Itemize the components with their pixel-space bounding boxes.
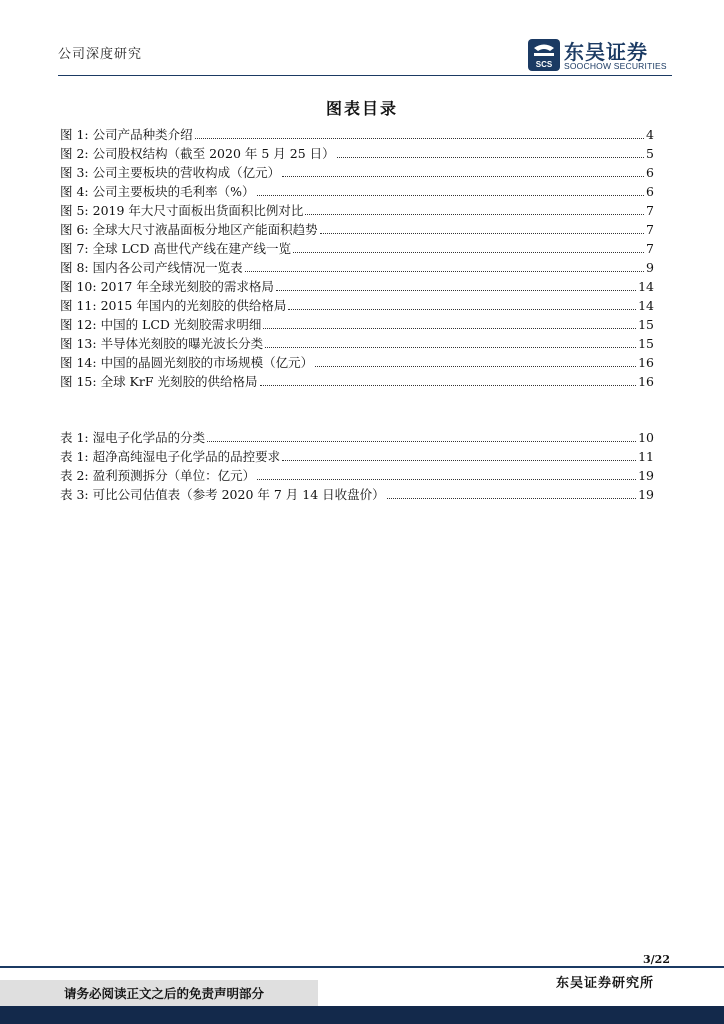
toc-entry-page: 7 xyxy=(646,241,654,256)
toc-entry-title: 可比公司估值表（参考 2020 年 7 月 14 日收盘价） xyxy=(92,487,385,502)
toc-entry-table[interactable]: 表 3: 可比公司估值表（参考 2020 年 7 月 14 日收盘价） 19 xyxy=(60,487,654,502)
dot-leader xyxy=(257,195,645,196)
page-number: 3/22 xyxy=(643,953,670,966)
toc-entry-page: 14 xyxy=(638,298,654,313)
toc-entry-title: 2019 年大尺寸面板出货面积比例对比 xyxy=(92,203,304,218)
dot-leader xyxy=(245,271,644,272)
dot-leader xyxy=(288,309,636,310)
toc-entry-page: 6 xyxy=(646,184,654,199)
footer-bar xyxy=(0,1006,724,1024)
toc-entry-page: 7 xyxy=(646,222,654,237)
toc-entry-title: 中国的晶圆光刻胶的市场规模（亿元） xyxy=(100,355,314,370)
logo-mark-icon xyxy=(528,39,560,71)
toc-entry-page: 19 xyxy=(638,468,654,483)
toc-entry-figure[interactable]: 图 3: 公司主要板块的营收构成（亿元） 6 xyxy=(60,165,654,180)
dot-leader xyxy=(265,347,636,348)
toc-entry-page: 6 xyxy=(646,165,654,180)
dot-leader xyxy=(282,176,644,177)
toc-entry-figure[interactable]: 图 13: 半导体光刻胶的曝光波长分类 15 xyxy=(60,336,654,351)
company-logo xyxy=(528,39,674,71)
toc-entry-title: 公司产品种类介绍 xyxy=(92,127,193,142)
dot-leader xyxy=(257,479,636,480)
figure-list xyxy=(60,125,654,391)
toc-entry-title: 湿电子化学品的分类 xyxy=(92,430,206,445)
toc-entry-title: 半导体光刻胶的曝光波长分类 xyxy=(100,336,264,351)
toc-entry-page: 15 xyxy=(638,317,654,332)
toc-entry-figure[interactable]: 图 10: 2017 年全球光刻胶的需求格局 14 xyxy=(60,279,654,294)
toc-entry-page: 14 xyxy=(638,279,654,294)
toc-entry-title: 2015 年国内的光刻胶的供给格局 xyxy=(100,298,287,313)
toc-entry-title: 2017 年全球光刻胶的需求格局 xyxy=(100,279,274,294)
header-divider xyxy=(58,75,672,76)
toc-entry-title: 盈利预测拆分（单位：亿元） xyxy=(92,468,256,483)
dot-leader xyxy=(387,498,636,499)
toc-entry-figure[interactable]: 图 14: 中国的晶圆光刻胶的市场规模（亿元） 16 xyxy=(60,355,654,370)
footer-divider xyxy=(0,966,724,968)
toc-entry-figure[interactable]: 图 11: 2015 年国内的光刻胶的供给格局 14 xyxy=(60,298,654,313)
logo-name-cn: 东吴证券 xyxy=(564,40,648,64)
toc-title: 图表目录 xyxy=(325,99,398,118)
toc-entry-page: 11 xyxy=(638,449,654,464)
toc-entry-page: 16 xyxy=(638,355,654,370)
toc-entry-table[interactable]: 表 1: 超净高纯湿电子化学品的品控要求 11 xyxy=(60,449,654,464)
toc-entry-page: 10 xyxy=(638,430,654,445)
dot-leader xyxy=(276,290,636,291)
toc-entry-title: 全球大尺寸液晶面板分地区产能面积趋势 xyxy=(92,222,318,237)
toc-entry-page: 16 xyxy=(638,374,654,389)
dot-leader xyxy=(293,252,644,253)
toc-entry-figure[interactable]: 图 15: 全球 KrF 光刻胶的供给格局 16 xyxy=(60,374,654,389)
dot-leader xyxy=(263,328,636,329)
toc-entry-table[interactable]: 表 2: 盈利预测拆分（单位：亿元） 19 xyxy=(60,468,654,483)
dot-leader xyxy=(320,233,644,234)
toc-entry-page: 7 xyxy=(646,203,654,218)
toc-entry-figure[interactable]: 图 12: 中国的 LCD 光刻胶需求明细 15 xyxy=(60,317,654,332)
table-list xyxy=(60,428,654,504)
toc-entry-title: 超净高纯湿电子化学品的品控要求 xyxy=(92,449,281,464)
footer-institute: 东吴证券研究所 xyxy=(555,976,654,991)
toc-entry-title: 公司主要板块的毛利率（%） xyxy=(92,184,255,199)
toc-entry-title: 国内各公司产线情况一览表 xyxy=(92,260,243,275)
toc-entry-title: 公司主要板块的营收构成（亿元） xyxy=(92,165,281,180)
report-category: 公司深度研究 xyxy=(58,47,143,62)
toc-entry-page: 4 xyxy=(646,127,654,142)
svg-text:SCS: SCS xyxy=(535,60,553,69)
toc-entry-figure[interactable]: 图 8: 国内各公司产线情况一览表 9 xyxy=(60,260,654,275)
toc-entry-title: 中国的 LCD 光刻胶需求明细 xyxy=(100,317,262,332)
toc-entry-page: 19 xyxy=(638,487,654,502)
toc-entry-figure[interactable]: 图 1: 公司产品种类介绍 4 xyxy=(60,127,654,142)
toc-entry-figure[interactable]: 图 6: 全球大尺寸液晶面板分地区产能面积趋势 7 xyxy=(60,222,654,237)
toc-entry-figure[interactable]: 图 5: 2019 年大尺寸面板出货面积比例对比 7 xyxy=(60,203,654,218)
toc-entry-figure[interactable]: 图 7: 全球 LCD 高世代产线在建产线一览 7 xyxy=(60,241,654,256)
dot-leader xyxy=(260,385,637,386)
toc-entry-figure[interactable]: 图 2: 公司股权结构（截至 2020 年 5 月 25 日） 5 xyxy=(60,146,654,161)
logo-name-en: SOOCHOW SECURITIES xyxy=(564,61,667,71)
dot-leader xyxy=(282,460,636,461)
dot-leader xyxy=(195,138,644,139)
toc-entry-page: 9 xyxy=(646,260,654,275)
toc-entry-page: 5 xyxy=(646,146,654,161)
dot-leader xyxy=(315,366,636,367)
dot-leader xyxy=(337,157,644,158)
toc-entry-title: 全球 LCD 高世代产线在建产线一览 xyxy=(92,241,291,256)
toc-entry-title: 全球 KrF 光刻胶的供给格局 xyxy=(100,374,258,389)
footer-disclaimer: 请务必阅读正文之后的免责声明部分 xyxy=(64,986,265,1001)
toc-entry-table[interactable]: 表 1: 湿电子化学品的分类 10 xyxy=(60,430,654,445)
dot-leader xyxy=(207,441,636,442)
toc-entry-page: 15 xyxy=(638,336,654,351)
toc-entry-title: 公司股权结构（截至 2020 年 5 月 25 日） xyxy=(92,146,335,161)
toc-entry-figure[interactable]: 图 4: 公司主要板块的毛利率（%） 6 xyxy=(60,184,654,199)
dot-leader xyxy=(305,214,644,215)
